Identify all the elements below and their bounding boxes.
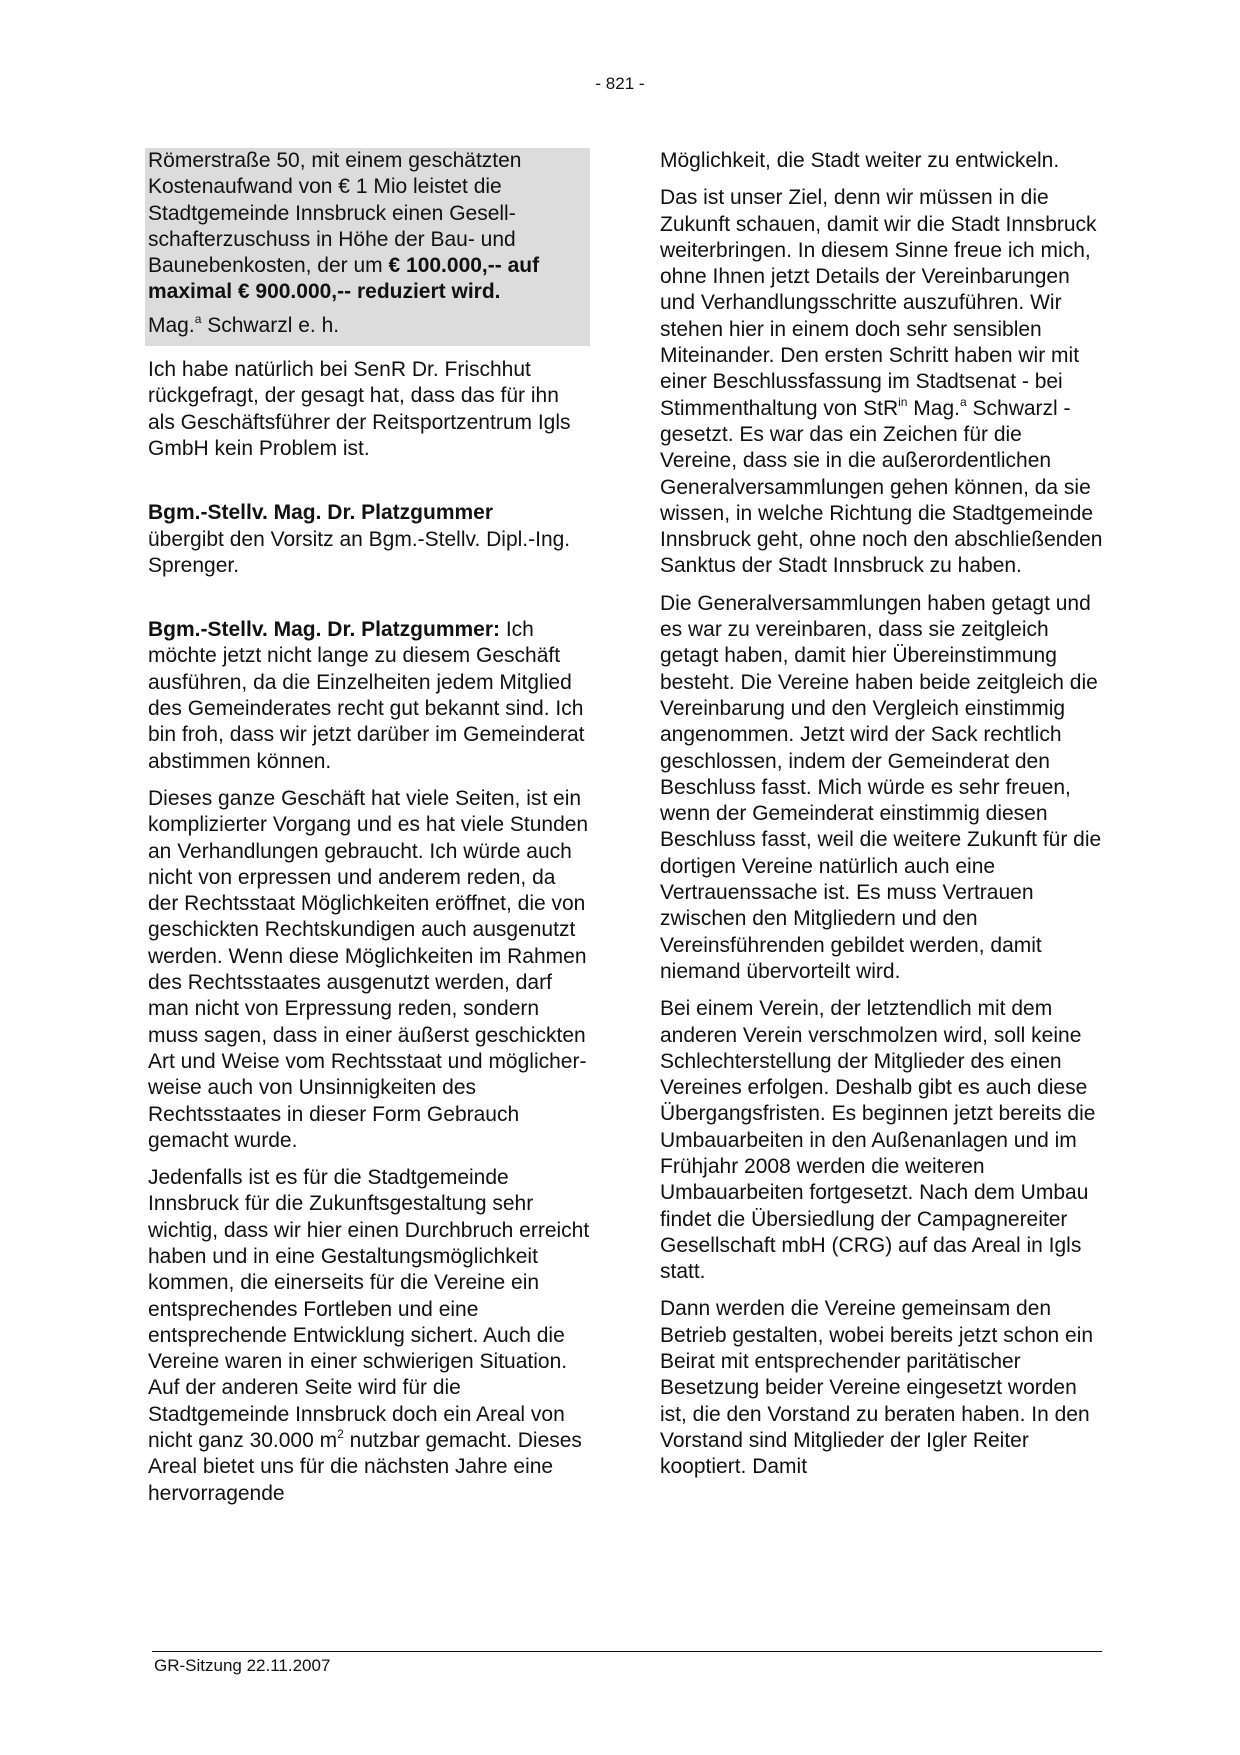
motion-text (148, 148, 587, 306)
handover-speaker: Bgm.-Stellv. Mag. Dr. Platzgummer (148, 501, 494, 525)
signature (148, 313, 587, 345)
ziel-text-3: Schwarzl - gesetzt. Es war das ein Zeichen für die Vereine, dass sie in die außerordentlichen Generalversammlungen gehen können, da sie wissen, in welche Richtung die Stadtgemeinde Innsbruck geht, ohne noch den abschließenden Sanktus der Stadt Innsbruck zu haben. (660, 396, 1103, 578)
ziel-text-1: Das ist unser Ziel, denn wir müssen in die Zukunft schauen, damit wir die Stadt Innsbruck weiterbringen. In diesem Sinne freue ich mich, ohne Ihnen jetzt Details der Vereinbarungen und Verhandlungsschritte auszuführen. Wir stehen hier in einem doch sehr sensiblen Miteinander. Den ersten Schritt haben wir mit einer Beschlussfassung im Stadtsenat - bei Stimmenthaltung von StR (660, 186, 1097, 420)
right-column (660, 148, 1104, 1492)
zukunft-sup: 2 (337, 1427, 344, 1442)
footer-divider (152, 1651, 1102, 1652)
zukunft-rest: nutzbar gemacht. Dieses Areal bietet uns für die nächsten Jahre eine hervorragende (148, 1429, 582, 1505)
paragraph-speech (148, 617, 590, 775)
paragraph-general: Die Generalversammlungen haben getagt und es war zu vereinbaren, dass sie zeitgleich getagt haben, damit hier Übereinstimmung besteht. Die Vereine haben beide zeitgleich die Vereinbarung und den Vergleich einstimmig angenommen. Jetzt wird der Sack rechtlich geschlossen, indem der Gemeinderat den Beschluss fasst. Mich würde es sehr freuen, wenn der Gemeinderat einstimmig diesen Beschluss fasst, weil die weitere Zukunft für die dortigen Vereine natürlich auch eine Vertrauenssache ist. Es muss Vertrauen zwischen den Mitgliedern und den Vereinsführenden gebildet werden, damit niemand übervorteilt wird. (660, 591, 1102, 983)
paragraph-moeglichkeit: Möglichkeit, die Stadt weiter zu entwickeln. (660, 149, 1060, 172)
motion-box (145, 148, 590, 346)
zukunft-text: Jedenfalls ist es für die Stadtgemeinde Innsbruck für die Zukunftsgestaltung sehr wichtig, dass wir hier einen Durchbruch erreicht haben und in eine Gestaltungsmöglichkeit kommen, die einerseits für die Vereine ein entsprechendes Fortleben und eine entsprechende Entwicklung sichert. Auch die Vereine waren in einer schwierigen Situation. Auf der anderen Seite wird für die Stadtgemeinde Innsbruck doch ein Areal von nicht ganz 30.000 m (148, 1166, 590, 1453)
footer-session-date: GR-Sitzung 22.11.2007 (154, 1656, 331, 1675)
motion-text-plain: Römerstraße 50, mit einem geschätzten Kostenaufwand von € 1 Mio leistet die Stadtgemeinde Innsbruck einen Gesellschafterzuschuss in Höhe der Bau- und Baunebenkosten, der um (148, 149, 522, 278)
ziel-sup-1: in (898, 394, 908, 409)
ziel-sup-2: a (960, 394, 967, 409)
speech-text: Ich möchte jetzt nicht lange zu diesem Geschäft ausführen, da die Einzelheiten jedem Mitglied des Gemeinderates recht gut bekannt sind. Ich bin froh, dass wir jetzt darüber im Gemeinderat abstimmen können. (148, 618, 585, 773)
page-number: - 821 - (595, 74, 645, 93)
speech-speaker: Bgm.-Stellv. Mag. Dr. Platzgummer: (148, 618, 501, 642)
handover-text: übergibt den Vorsitz an Bgm.-Stellv. Dipl.-Ing. Sprenger. (148, 527, 571, 577)
paragraph-handover (148, 500, 590, 579)
paragraph-frischhut: Ich habe natürlich bei SenR Dr. Frischhut rückgefragt, der gesagt hat, dass das für ihn als Geschäftsführer der Reitsportzentrum Igls GmbH kein Problem ist. (148, 358, 571, 460)
paragraph-zukunft (148, 1165, 590, 1507)
signature-sup: a (194, 311, 202, 326)
paragraph-geschaeft: Dieses ganze Geschäft hat viele Seiten, ist ein komplizierter Vorgang und es hat viele Stunden an Verhandlungen gebraucht. Ich würde auch nicht von erpressen und anderem reden, da der Rechtsstaat Möglichkeiten eröffnet, die von geschickten Rechtskundigen auch ausgenutzt werden. Wenn diese Möglichkeiten im Rahmen des Rechtsstaates ausgenutzt werden, darf man nicht von Erpressung reden, sondern muss sagen, dass in einer äußerst geschickten Art und Weise vom Rechtsstaat und möglicherweise auch von Unsinnigkeiten des Rechtsstaates in dieser Form Gebrauch gemacht wurde. (148, 786, 589, 1152)
paragraph-betrieb: Dann werden die Vereine gemeinsam den Betrieb gestalten, wobei bereits jetzt schon ein Beirat mit entsprechender paritätischer Besetzung beider Vereine eingesetzt worden ist, die den Vorstand zu beraten haben. In den Vorstand sind Mitglieder der Igler Reiter kooptiert. Damit (660, 1297, 1094, 1479)
left-column (148, 148, 590, 1518)
signature-suffix: Schwarzl e. h. (201, 313, 340, 337)
ziel-text-2: Mag. (907, 396, 960, 420)
signature-prefix: Mag. (148, 313, 195, 337)
motion-text-bold: € 100.000,-- auf maximal € 900.000,-- reduziert wird. (148, 254, 540, 304)
paragraph-verein: Bei einem Verein, der letztendlich mit dem anderen Verein verschmolzen wird, soll keine Schlechterstellung der Mitglieder des einen Vereines erfolgen. Deshalb gibt es auch diese Übergangsfristen. Es beginnen jetzt bereits die Umbauarbeiten in den Außenanlagen und im Frühjahr 2008 werden die weiteren Umbauarbeiten fortgesetzt. Nach dem Umbau findet die Übersiedlung der Campagnereiter Gesellschaft mbH (CRG) auf das Areal in Igls statt. (660, 997, 1096, 1284)
paragraph-ziel (660, 185, 1104, 579)
